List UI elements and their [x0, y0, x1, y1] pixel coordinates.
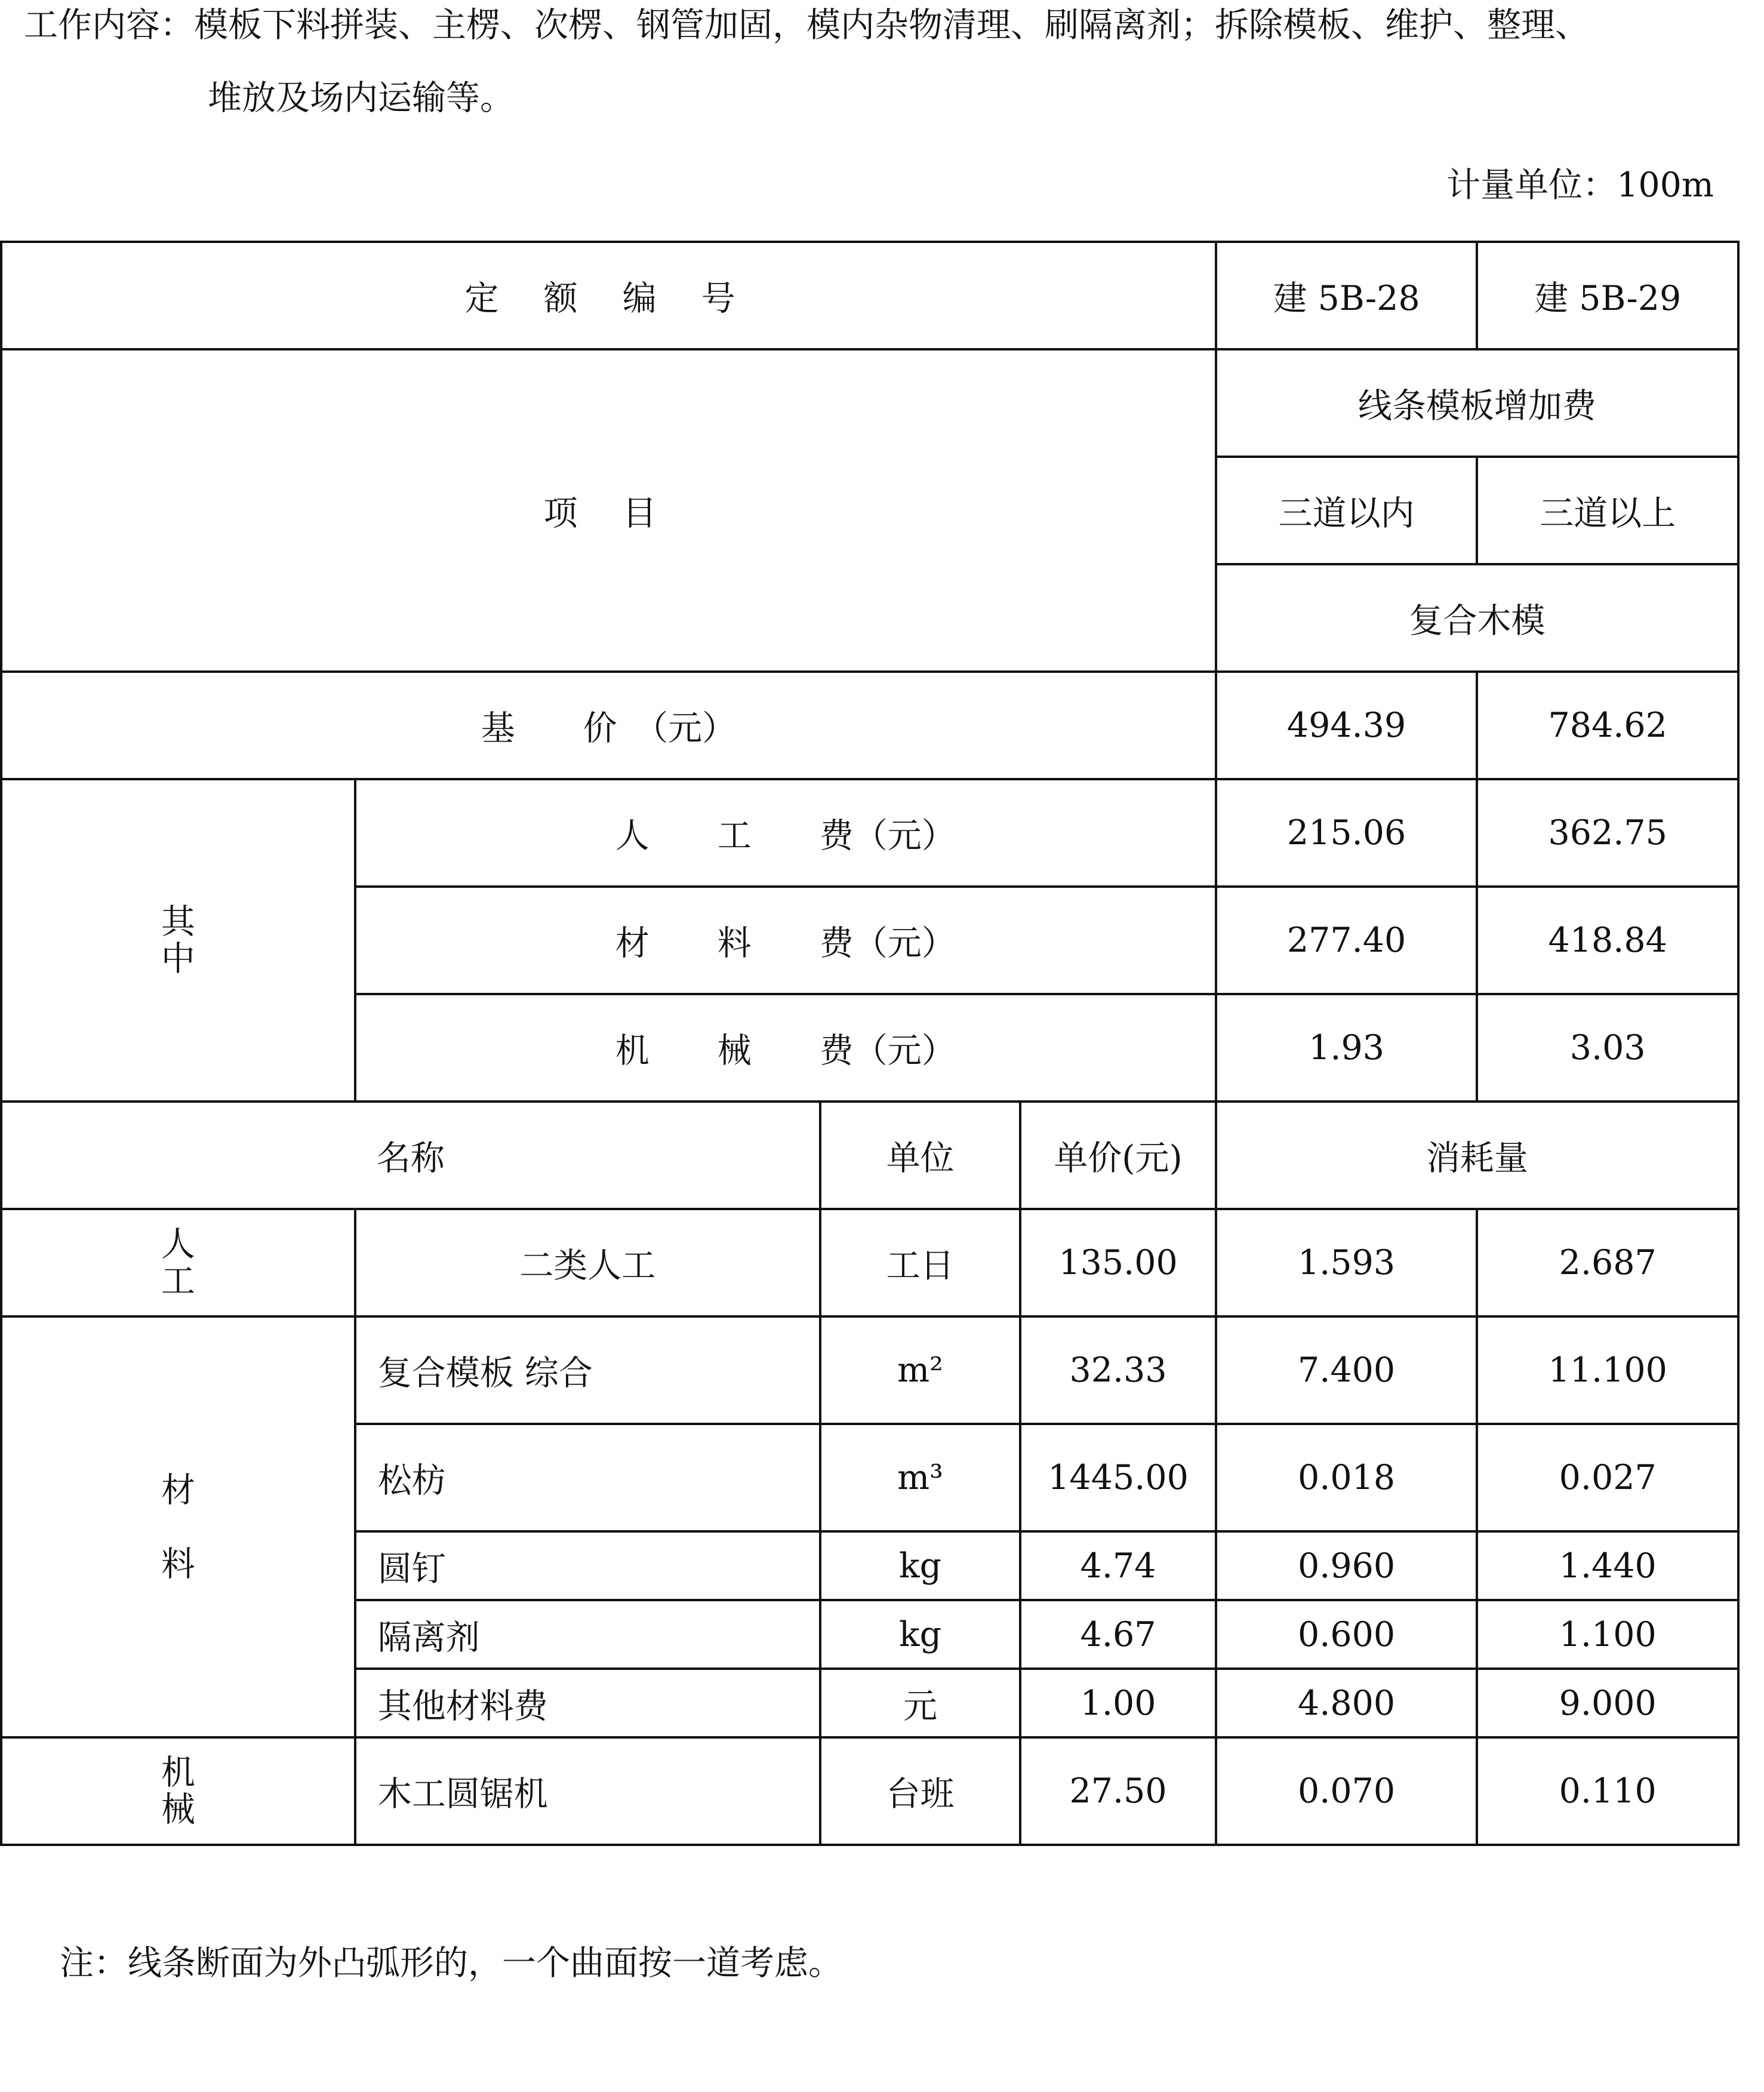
resource-name: 圆钉	[355, 1531, 820, 1600]
consumption-value: 0.110	[1477, 1737, 1738, 1845]
base-price-value: 494.39	[1216, 672, 1477, 779]
item-label: 项 目	[1, 349, 1216, 672]
resource-name: 二类人工	[355, 1209, 820, 1316]
consumption-value: 0.600	[1216, 1600, 1477, 1669]
quota-code: 建 5B-29	[1477, 242, 1738, 349]
consumption-value: 0.960	[1216, 1531, 1477, 1600]
cost-value: 277.40	[1216, 887, 1477, 994]
resource-name: 木工圆锯机	[355, 1737, 820, 1845]
quota-code: 建 5B-28	[1216, 242, 1477, 349]
unit-value: 100m	[1617, 165, 1714, 205]
cost-row	[1, 779, 1738, 887]
column-header-unit: 单位	[820, 1102, 1020, 1209]
resource-unit: m²	[820, 1316, 1020, 1424]
work-content-label: 工作内容：	[24, 5, 194, 45]
footnote: 注：线条断面为外凸弧形的，一个曲面按一道考虑。	[60, 1943, 842, 1983]
labor-row	[1, 1209, 1738, 1316]
resource-unit: 元	[820, 1669, 1020, 1737]
quota-number-row	[1, 242, 1738, 349]
resource-unit: 台班	[820, 1737, 1020, 1845]
item-row	[1, 349, 1738, 457]
consumption-value: 0.070	[1216, 1737, 1477, 1845]
resource-price: 32.33	[1020, 1316, 1215, 1424]
cost-value: 362.75	[1477, 779, 1738, 887]
cost-value: 1.93	[1216, 994, 1477, 1102]
column-header-unit-price: 单价(元)	[1020, 1102, 1215, 1209]
consumption-value: 1.440	[1477, 1531, 1738, 1600]
machine-category: 机 械	[1, 1737, 355, 1845]
unit-label: 计量单位：	[1446, 165, 1617, 205]
resource-name: 隔离剂	[355, 1600, 820, 1669]
consumption-value: 1.593	[1216, 1209, 1477, 1316]
measurement-unit	[1446, 161, 1714, 209]
resource-unit: kg	[820, 1600, 1020, 1669]
cost-label: 材 料 费（元）	[355, 887, 1216, 994]
consumption-value: 0.027	[1477, 1424, 1738, 1531]
cost-value: 3.03	[1477, 994, 1738, 1102]
column-header-row	[1, 1102, 1738, 1209]
work-content-text-1: 模板下料拼装、主楞、次楞、钢管加固，模内杂物清理、刷隔离剂；拆除模板、维护、整理、	[194, 5, 1589, 45]
resource-price: 4.67	[1020, 1600, 1215, 1669]
cost-value: 418.84	[1477, 887, 1738, 994]
consumption-value: 4.800	[1216, 1669, 1477, 1737]
resource-price: 1.00	[1020, 1669, 1215, 1737]
work-content-line-1	[24, 1, 1589, 49]
resource-price: 1445.00	[1020, 1424, 1215, 1531]
resource-price: 135.00	[1020, 1209, 1215, 1316]
cost-label: 机 械 费（元）	[355, 994, 1216, 1102]
labor-category: 人 工	[1, 1209, 355, 1316]
consumption-value: 9.000	[1477, 1669, 1738, 1737]
item-sub: 三道以上	[1477, 457, 1738, 564]
item-sub: 三道以内	[1216, 457, 1477, 564]
consumption-value: 7.400	[1216, 1316, 1477, 1424]
material-row	[1, 1316, 1738, 1424]
cost-label: 人 工 费（元）	[355, 779, 1216, 887]
consumption-value: 0.018	[1216, 1424, 1477, 1531]
resource-price: 4.74	[1020, 1531, 1215, 1600]
consumption-value: 1.100	[1477, 1600, 1738, 1669]
base-price-label: 基 价 （元）	[1, 672, 1216, 779]
machine-row	[1, 1737, 1738, 1845]
resource-name: 松枋	[355, 1424, 820, 1531]
resource-unit: 工日	[820, 1209, 1020, 1316]
quota-number-label: 定 额 编 号	[1, 242, 1216, 349]
item-material: 复合木模	[1216, 564, 1738, 672]
resource-name: 复合模板 综合	[355, 1316, 820, 1424]
resource-unit: kg	[820, 1531, 1020, 1600]
resource-name: 其他材料费	[355, 1669, 820, 1737]
consumption-value: 2.687	[1477, 1209, 1738, 1316]
column-header-consumption: 消耗量	[1216, 1102, 1738, 1209]
work-content-line-2: 堆放及场内运输等。	[208, 78, 514, 118]
of-which-label: 其 中	[1, 779, 355, 1102]
base-price-row	[1, 672, 1738, 779]
quota-table	[0, 241, 1740, 1846]
material-category: 材 料	[1, 1316, 355, 1737]
column-header-name: 名称	[1, 1102, 820, 1209]
consumption-value: 11.100	[1477, 1316, 1738, 1424]
resource-price: 27.50	[1020, 1737, 1215, 1845]
resource-unit: m³	[820, 1424, 1020, 1531]
base-price-value: 784.62	[1477, 672, 1738, 779]
cost-value: 215.06	[1216, 779, 1477, 887]
item-group: 线条模板增加费	[1216, 349, 1738, 457]
